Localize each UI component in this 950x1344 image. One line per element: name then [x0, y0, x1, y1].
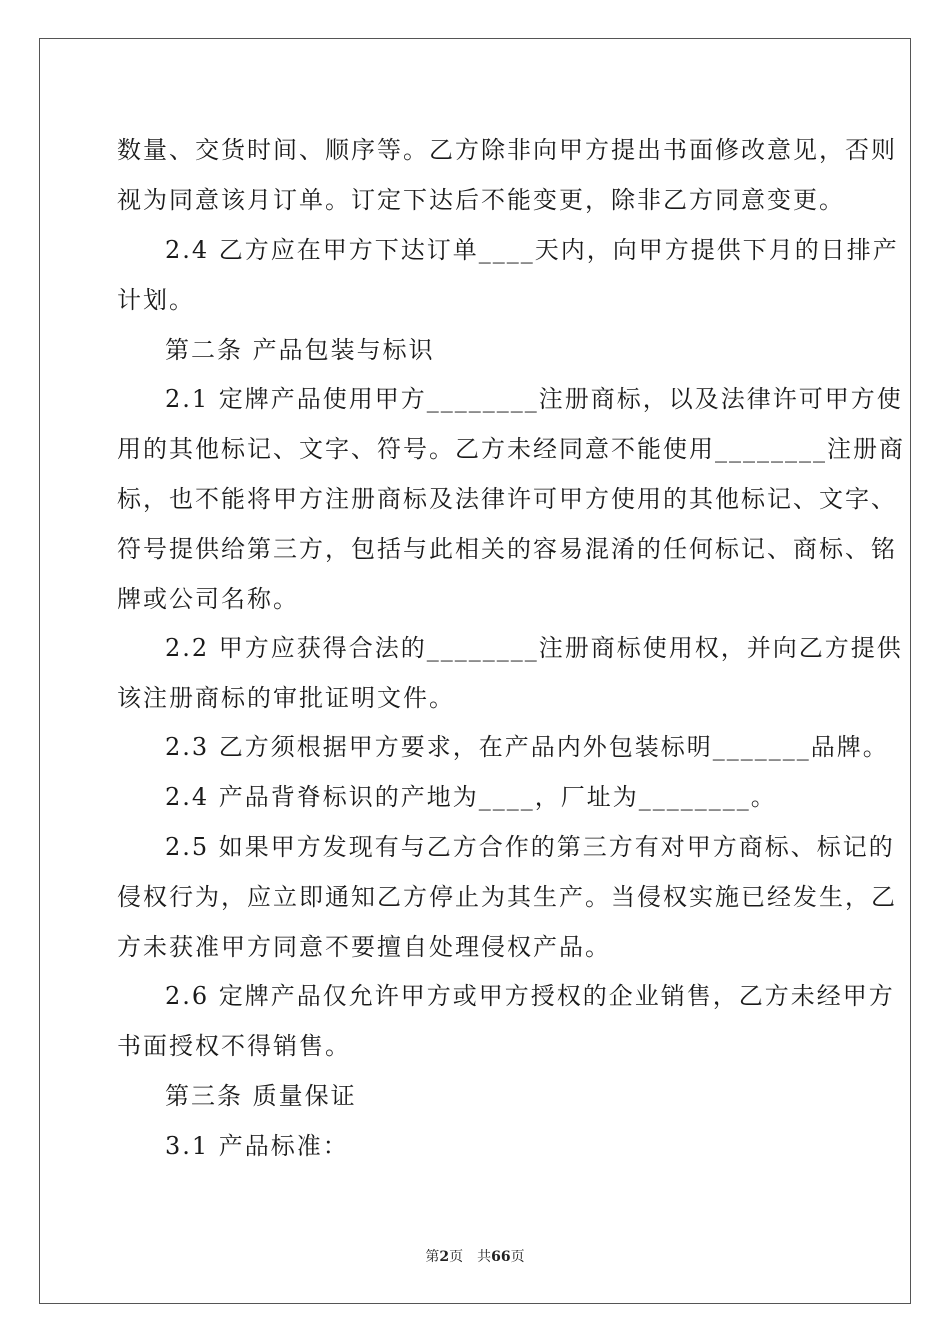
current-page-number: 2: [439, 1249, 450, 1265]
text-line: 牌或公司名称。: [117, 585, 299, 613]
text-line: 2.1 定牌产品使用甲方________注册商标，以及法律许可甲方使: [165, 385, 903, 413]
text-line: 2.2 甲方应获得合法的________注册商标使用权，并向乙方提供: [165, 634, 903, 662]
text-line: 2.5 如果甲方发现有与乙方合作的第三方有对甲方商标、标记的: [165, 833, 895, 861]
section-heading: 第二条 产品包装与标识: [165, 336, 435, 364]
text-line: 符号提供给第三方，包括与此相关的容易混淆的任何标记、商标、铭: [117, 535, 897, 563]
text-line: 标，也不能将甲方注册商标及法律许可甲方使用的其他标记、文字、: [117, 485, 897, 513]
text-line: 用的其他标记、文字、符号。乙方未经同意不能使用________注册商: [117, 435, 905, 463]
text-line: 视为同意该月订单。订定下达后不能变更，除非乙方同意变更。: [117, 186, 845, 214]
section-heading: 第三条 质量保证: [165, 1082, 357, 1110]
text-line: 计划。: [117, 286, 195, 314]
footer-prefix: 第: [425, 1249, 440, 1265]
text-line: 该注册商标的审批证明文件。: [117, 684, 455, 712]
text-line: 3.1 产品标准：: [165, 1132, 349, 1160]
text-line: 2.6 定牌产品仅允许甲方或甲方授权的企业销售，乙方未经甲方: [165, 982, 895, 1010]
text-line: 数量、交货时间、顺序等。乙方除非向甲方提出书面修改意见，否则: [117, 136, 897, 164]
text-line: 方未获准甲方同意不要擅自处理侵权产品。: [117, 933, 611, 961]
page-footer: [0, 1248, 950, 1266]
text-line: 书面授权不得销售。: [117, 1032, 351, 1060]
text-line: 侵权行为，应立即通知乙方停止为其生产。当侵权实施已经发生，乙: [117, 883, 897, 911]
page-border: [39, 38, 911, 1304]
text-line: 2.4 产品背脊标识的产地为____，厂址为________。: [165, 783, 777, 811]
text-line: 2.3 乙方须根据甲方要求，在产品内外包装标明_______品牌。: [165, 733, 889, 761]
text-line: 2.4 乙方应在甲方下达订单____天内，向甲方提供下月的日排产: [165, 236, 899, 264]
footer-suffix: 页: [510, 1249, 525, 1265]
total-page-count: 66: [491, 1249, 511, 1265]
footer-mid: 页 共: [449, 1249, 492, 1265]
